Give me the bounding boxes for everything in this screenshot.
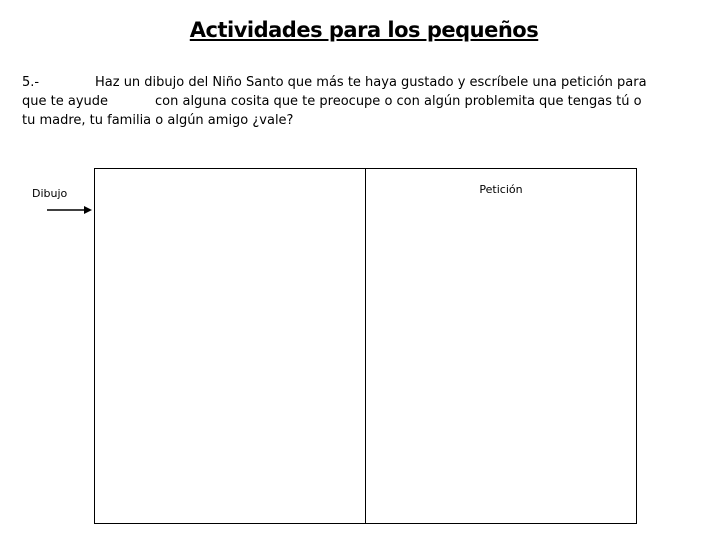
activity-instructions — [22, 73, 712, 130]
instruction-text-3: tu madre, tu familia o algún amigo ¿vale? — [22, 113, 294, 128]
instruction-text-2b: con alguna cosita que te preocupe o con algún problemita que tengas tú o — [155, 94, 642, 109]
activity-box — [94, 168, 637, 524]
activity-number: 5.- — [22, 75, 40, 90]
instruction-line-2 — [22, 92, 712, 111]
drawing-area[interactable] — [95, 169, 366, 523]
arrow-right-icon — [46, 204, 92, 216]
instruction-line-3 — [22, 111, 712, 130]
dibujo-label: Dibujo — [32, 187, 68, 200]
instruction-text-2a: que te ayude — [22, 94, 108, 109]
instruction-text-1: Haz un dibujo del Niño Santo que más te haya gustado y escríbele una petición para — [95, 75, 647, 90]
petition-area[interactable] — [366, 169, 636, 523]
page-title: Actividades para los pequeños — [189, 18, 539, 42]
peticion-label: Petición — [479, 183, 523, 196]
instruction-line-1 — [22, 73, 712, 92]
